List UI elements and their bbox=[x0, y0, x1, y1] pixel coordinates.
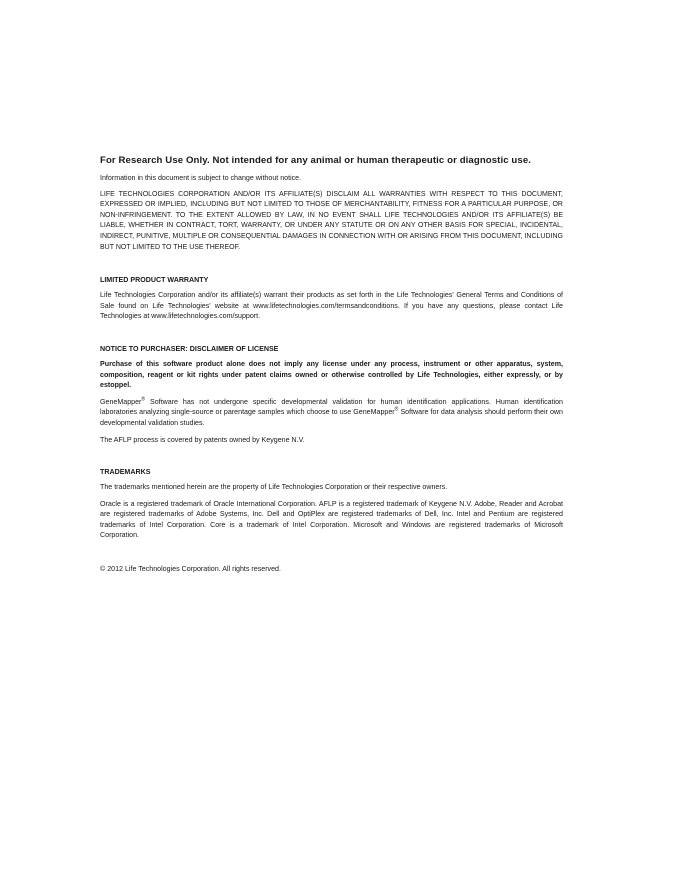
genemapper-text-3: Software for data analysis should perform their own developmental validation studies. bbox=[100, 408, 563, 427]
license-heading: NOTICE TO PURCHASER: DISCLAIMER OF LICENSE bbox=[100, 344, 279, 353]
copyright-notice: © 2012 Life Technologies Corporation. All rights reserved. bbox=[100, 565, 281, 574]
warranty-disclaimer: LIFE TECHNOLOGIES CORPORATION AND/OR ITS AFFILIATE(S) DISCLAIM ALL WARRANTIES WITH RESPECT TO THIS DOCUMENT, EXPRESSED OR IMPLIED, INCLUDING BUT NOT LIMITED TO THOSE OF MERCHANTABILITY, FITNESS FOR A PARTICULAR PURPOSE, OR NON-INFRINGEMENT. TO THE EXTENT ALLOWED BY LAW, IN NO EVENT SHALL LIFE TECHNOLOGIES AND/OR ITS AFFILIATE(S) BE LIABLE, WHETHER IN CONTRACT, TORT, WARRANTY, OR UNDER ANY STATUTE OR ON ANY OTHER BASIS FOR SPECIAL, INCIDENTAL, INDIRECT, PUNITIVE, MULTIPLE OR CONSEQUENTIAL DAMAGES IN CONNECTION WITH OR ARISING FROM THIS DOCUMENT, INCLUDING BUT NOT LIMITED TO THE USE THEREOF. bbox=[100, 190, 563, 251]
genemapper-text-2: Software has not undergone specific developmental validation for human identification applications. Human identification laboratories analyzing single-source or parentage samples which choose to use GeneMapper bbox=[100, 397, 563, 417]
registered-mark: ® bbox=[141, 396, 146, 403]
license-bold-body: Purchase of this software product alone does not imply any license under any process, instrument or other apparatus, system, composition, reagent or kit rights under patent claims owned or otherwise controlled by Life Technologies, either expressly, or by estoppel. bbox=[100, 359, 563, 390]
trademarks-intro: The trademarks mentioned herein are the property of Life Technologies Corporation or their respective owners. bbox=[100, 483, 448, 492]
legal-notice-page bbox=[100, 155, 563, 581]
warranty-body: Life Technologies Corporation and/or its affiliate(s) warrant their products as set forth in the Life Technologies' General Terms and Conditions of Sale found on Life Technologies' website at www.lifetechnologies.com/termsandconditions. If you have any questions, please contact Life Technologies at www.lifetechnologies.com/support. bbox=[100, 291, 563, 321]
research-use-notice: For Research Use Only. Not intended for any animal or human therapeutic or diagnostic use. bbox=[100, 155, 532, 166]
warranty-heading: LIMITED PRODUCT WARRANTY bbox=[100, 276, 209, 285]
registered-mark: ® bbox=[394, 406, 399, 413]
aflp-patent-notice: The AFLP process is covered by patents owned by Keygene N.V. bbox=[100, 435, 305, 444]
genemapper-validation-notice bbox=[100, 397, 563, 429]
genemapper-text-1: GeneMapper bbox=[100, 397, 142, 406]
trademarks-body: Oracle is a registered trademark of Oracle International Corporation. AFLP is a registered trademark of Keygene N.V. Adobe, Reader and Acrobat are registered trademarks of Adobe Systems, Inc. Dell and OptiPlex are registered trademarks of Dell, Inc. Intel and Pentium are registered trademarks of Intel Corporation. Core is a trademark of Intel Corporation. Microsoft and Windows are registered trademarks of Microsoft Corporation. bbox=[100, 499, 563, 540]
change-notice: Information in this document is subject to change without notice. bbox=[100, 174, 302, 182]
trademarks-heading: TRADEMARKS bbox=[100, 468, 151, 477]
